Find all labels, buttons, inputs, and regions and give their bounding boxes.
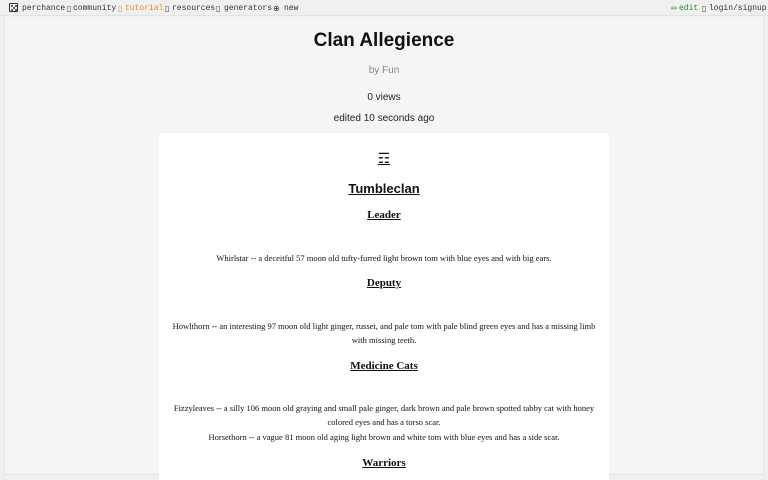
byline — [0, 65, 768, 76]
edit-button[interactable]: edit — [679, 4, 699, 13]
nav-generators-link[interactable]: generators — [224, 4, 273, 13]
clan-emblem-icon: ☶ — [377, 151, 391, 167]
generators-icon: ▯ — [216, 4, 221, 13]
generator-output-panel — [159, 133, 609, 480]
resources-icon: ▯ — [165, 4, 170, 13]
byline-prefix: by — [368, 65, 380, 76]
nav-resources-link[interactable]: resources — [172, 4, 216, 13]
section-heading-leader: Leader — [367, 209, 401, 221]
edited-prefix: edited — [333, 113, 361, 124]
clan-name: Tumbleclan — [348, 181, 420, 196]
nav-community-link[interactable]: community — [73, 4, 117, 13]
nav-perchance-link[interactable]: perchance — [22, 4, 66, 13]
section-heading-medicine-cats: Medicine Cats — [350, 360, 418, 372]
section-heading-deputy: Deputy — [366, 277, 402, 289]
community-icon: ▯ — [67, 4, 72, 13]
edited-time: 10 seconds ago — [363, 113, 435, 124]
plus-circle-icon: ⊕ — [273, 4, 280, 13]
pencil-icon: ✏ — [671, 4, 678, 13]
medicine-cat-description: Horsethorn -- a vague 81 moon old aging light brown and white tom with blue eyes and has a side scar. — [208, 432, 560, 442]
view-count: 0 views — [367, 92, 401, 103]
nav-tutorial-link[interactable]: tutorial — [125, 4, 164, 13]
medicine-cat-description: Fizzyleaves -- a silly 106 moon old graying and small pale ginger, dark brown and pale brown spotted tabby cat with honey colored eyes and has a torso scar. — [173, 403, 595, 427]
top-navigation-bar — [0, 0, 768, 16]
tutorial-icon: ▯ — [118, 4, 123, 13]
section-heading-warriors: Warriors — [362, 457, 406, 469]
nav-new-link[interactable]: new — [284, 4, 299, 13]
leader-description: Whirlstar -- a deceitful 57 moon old tufty-furred light brown tom with blue eyes and with big ears. — [216, 253, 552, 263]
edited-timestamp — [0, 113, 768, 124]
page-title: Clan Allegience — [313, 30, 455, 51]
deputy-description: Howlthorn -- an interesting 97 moon old light ginger, russet, and pale tom with pale blind green eyes and has a missing limb with missing teeth. — [172, 321, 596, 345]
author-link[interactable]: Fun — [382, 65, 400, 76]
dice-logo-icon[interactable] — [9, 3, 18, 12]
login-signup-link[interactable]: login/signup — [709, 4, 767, 13]
login-icon: ▯ — [702, 4, 707, 13]
